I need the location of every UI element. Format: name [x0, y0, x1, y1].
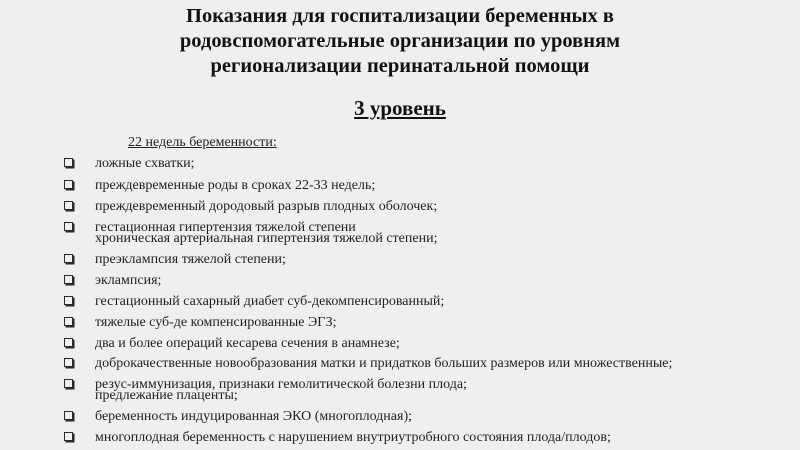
list-item-text: доброкачественные новообразования матки и придатков больших размеров или множественные; [95, 356, 673, 371]
square-bullet-icon [64, 180, 73, 189]
list-item-text: беременность индуцированная ЭКО (многоплодная); [95, 409, 413, 424]
title-line-1: Показания для госпитализации беременных в [186, 5, 614, 27]
list-item-text: тяжелые суб-де компенсированные ЭГЗ; [95, 315, 337, 330]
square-bullet-icon [64, 411, 73, 420]
list-item-text: многоплодная беременность с нарушением внутриутробного состояния плода/плодов; [95, 430, 611, 445]
square-bullet-icon [64, 158, 73, 167]
square-bullet-icon [64, 275, 73, 284]
list-item-text: преждевременный дородовый разрыв плодных оболочек; [95, 199, 438, 214]
list-item-text: преждевременные роды в сроках 22-33 недель; [95, 178, 376, 193]
square-bullet-icon [64, 254, 73, 263]
subtitle: 3 уровень [354, 96, 446, 120]
square-bullet-icon [64, 338, 73, 347]
square-bullet-icon [64, 296, 73, 305]
square-bullet-icon [64, 222, 73, 231]
list-item-continuation-text: предлежание плаценты; [95, 388, 238, 403]
square-bullet-icon [64, 358, 73, 367]
title-line-3: регионализации перинатальной помощи [210, 55, 590, 77]
list-item-text: резус-иммунизация, признаки гемолитической болезни плода; [95, 377, 467, 392]
list-item-text: два и более операций кесарева сечения в анамнезе; [95, 336, 400, 351]
square-bullet-icon [64, 317, 73, 326]
list-item-text: гестационная гипертензия тяжелой степени [95, 220, 356, 235]
intro-text: 22 недель беременности: [128, 135, 277, 150]
square-bullet-icon [64, 379, 73, 388]
list-item-text: эклампсия; [95, 273, 162, 288]
list-item-text: преэклампсия тяжелой степени; [95, 252, 286, 267]
list-item-text: ложные схватки; [95, 156, 195, 171]
title-line-2: родовспомогательные организации по уровням [179, 30, 621, 52]
list-item-continuation-text: хроническая артериальная гипертензия тяжелой степени; [95, 231, 438, 246]
square-bullet-icon [64, 201, 73, 210]
list-item-text: гестационный сахарный диабет суб-декомпенсированный; [95, 294, 445, 309]
square-bullet-icon [64, 432, 73, 441]
